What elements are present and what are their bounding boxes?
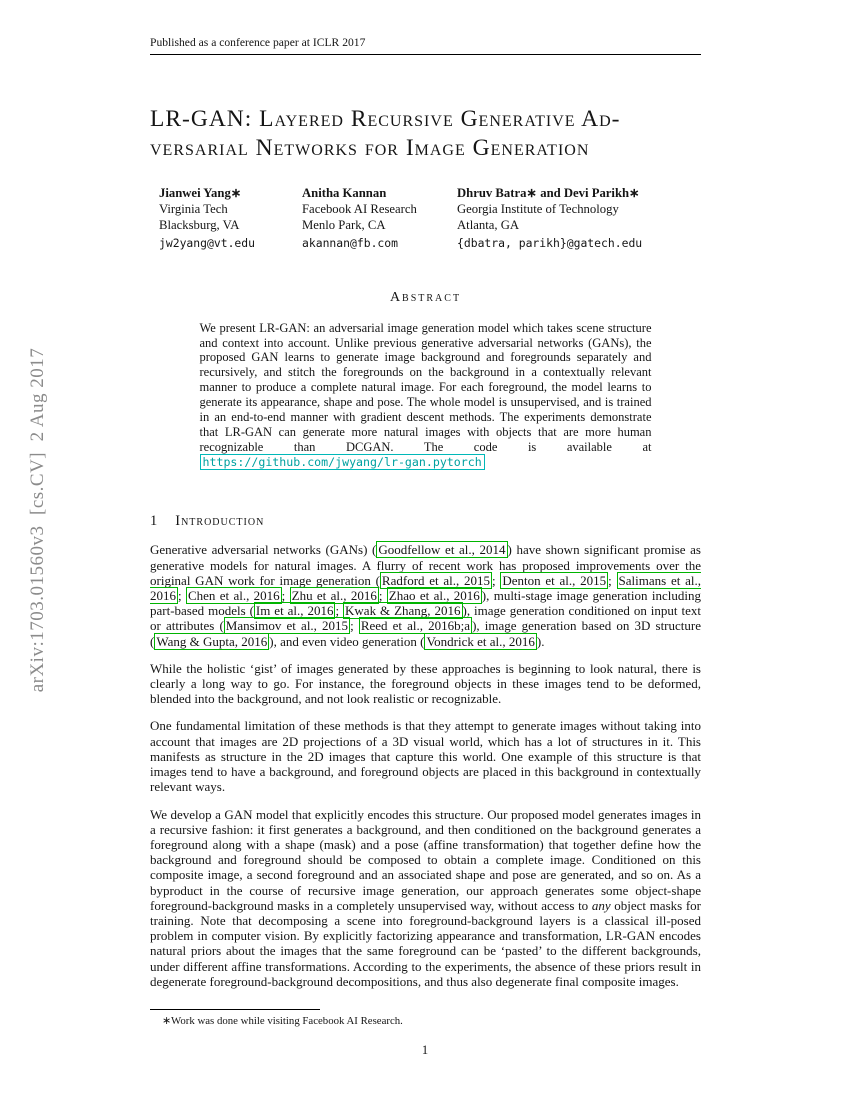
citation-link[interactable]: Goodfellow et al., 2014 <box>378 542 506 558</box>
paper-title <box>150 105 701 162</box>
header-rule <box>150 54 701 55</box>
text-run: ; <box>178 588 186 604</box>
author-name: Dhruv Batra∗ and Devi Parikh∗ <box>457 186 640 201</box>
text-run: ), image generation conditioned on input text or attributes ( <box>150 603 701 634</box>
author-email: jw2yang@vt.edu <box>159 235 256 250</box>
text-run: ) have shown significant promise as generative models for natural images. A flurry of recent work has proposed improvements over the original GAN work for image generation ( <box>150 542 701 588</box>
paper-title-line1: LR-GAN: Layered Recursive Generative Ad- <box>150 106 621 132</box>
citation-link[interactable]: Denton et al., 2015 <box>502 572 607 588</box>
text-run: ), and even video generation ( <box>269 633 425 649</box>
text-run: ; <box>281 588 290 604</box>
author-affiliation: Georgia Institute of Technology <box>457 202 619 217</box>
text-run: any <box>591 897 611 913</box>
paper-content <box>150 0 701 1027</box>
citation-link[interactable]: Radford et al., 2015 <box>381 572 491 588</box>
author-2 <box>302 186 457 249</box>
text-run: ; <box>350 618 359 634</box>
text-run: We develop a GAN model that explicitly encodes this structure. Our proposed model generates images in a recursive fashion: it first generates a background, and then conditioned on the background generates a foreground along with a shape (mask) and a pose (affine transformation) that together define how the background and foreground should be composed to obtain a complete image. Conditioned on this composite image, a second foreground and an associated shape and pose are generated, and so on. As a byproduct in the course of recursive image generation, our approach generates some object-shape foreground-background masks in a completely unsupervised way, without access to <box>150 806 701 913</box>
footnote-rule <box>150 1009 320 1010</box>
citation-link[interactable]: Chen et al., 2016 <box>187 588 280 604</box>
arxiv-sidebar-label: arXiv:1703.01560v3 [cs.CV] 2 Aug 2017 <box>27 347 48 693</box>
author-email: akannan@fb.com <box>302 235 399 250</box>
text-run: ; <box>492 572 501 588</box>
author-email: {dbatra, parikh}@gatech.edu <box>457 235 643 250</box>
abstract-text-run: We present LR-GAN: an adversarial image generation model which takes scene structure and context into account. Unlike previous generative adversarial networks (GANs), the proposed GAN learns to generate image background and foregrounds separately and recursively, and stitch the foregrounds on the background in a contextually relevant manner to produce a complete natural image. For each foreground, the model learns to generate its appearance, shape and pose. The whole model is unsupervised, and is trained in an end-to-end manner with gradient descent methods. The experiments demonstrate that LR-GAN can generate more natural images with objects that are more human recognizable than DCGAN. The code is available at <box>199 320 652 454</box>
section-number: 1 <box>150 513 158 530</box>
text-run: ; <box>335 603 344 619</box>
text-run: ). <box>536 633 545 649</box>
author-affiliation: Virginia Tech <box>159 202 228 217</box>
paragraph-2: While the holistic ‘gist’ of images generated by these approaches is beginning to look natural, there is clearly a long way to go. For instance, the foreground objects in these images tend to be deformed, blended into the background, and not look realistic or recognizable. <box>150 660 701 707</box>
paragraph-4 <box>150 807 701 989</box>
citation-link[interactable]: Salimans et al., 2016 <box>150 572 701 604</box>
section-title: Introduction <box>175 513 265 530</box>
text-run: ; <box>608 572 617 588</box>
author-block <box>150 186 701 249</box>
code-url-link[interactable]: https://github.com/jwyang/lr-gan.pytorch <box>200 454 485 470</box>
page-number: 1 <box>421 1043 429 1057</box>
citation-link[interactable]: Wang & Gupta, 2016 <box>156 633 268 649</box>
author-name: Anitha Kannan <box>302 186 387 201</box>
text-run: ; <box>378 588 387 604</box>
section-1-heading <box>150 513 701 530</box>
citation-link[interactable]: Zhu et al., 2016 <box>291 588 377 604</box>
author-affiliation: Facebook AI Research <box>302 202 417 217</box>
author-location: Menlo Park, CA <box>302 217 386 232</box>
abstract-heading: Abstract <box>389 289 462 305</box>
paragraph-1 <box>150 542 701 648</box>
running-header: Published as a conference paper at ICLR 2017 <box>150 36 366 49</box>
footnote-text: ∗Work was done while visiting Facebook AI Research. <box>162 1014 403 1027</box>
author-location: Blacksburg, VA <box>159 217 240 232</box>
citation-link[interactable]: Vondrick et al., 2016 <box>426 633 535 649</box>
citation-link[interactable]: Zhao et al., 2016 <box>388 588 480 604</box>
author-1 <box>159 186 302 249</box>
author-3 <box>457 186 701 249</box>
abstract-text <box>200 321 652 470</box>
text-run: object masks for training. Note that decomposing a scene into foreground-background layers is a classical ill-posed problem in computer vision. By explicitly factorizing appearance and transformation, LR-GAN encodes natural priors about the images that the same foreground can be ‘pasted’ to the different backgrounds, under different affine transformations. According to the experiments, the absence of these priors result in degenerate foreground-background decompositions, and thus also degenerate final composite images. <box>150 897 702 989</box>
citation-link[interactable]: Kwak & Zhang, 2016 <box>345 603 461 619</box>
text-run: ), multi-stage image generation including part-based models ( <box>150 588 701 619</box>
text-run: ), image generation based on 3D structure ( <box>150 618 701 649</box>
citation-link[interactable]: Im et al., 2016 <box>255 603 334 619</box>
paper-title-line2: versarial Networks for Image Generation <box>150 134 590 161</box>
text-run: Generative adversarial networks (GANs) ( <box>150 542 377 558</box>
citation-link[interactable]: Mansimov et al., 2015 <box>225 618 349 634</box>
author-name: Jianwei Yang∗ <box>159 186 242 201</box>
citation-link[interactable]: Reed et al., 2016b;a <box>360 618 471 634</box>
paragraph-3: One fundamental limitation of these methods is that they attempt to generate images without taking into account that images are 2D projections of a 3D visual world, which has a lot of structures in it. This manifests as structure in the 2D images that capture this world. One example of this structure is that images tend to have a background, and foreground objects are placed in this background in contextually relevant ways. <box>150 718 701 795</box>
author-location: Atlanta, GA <box>457 217 520 232</box>
